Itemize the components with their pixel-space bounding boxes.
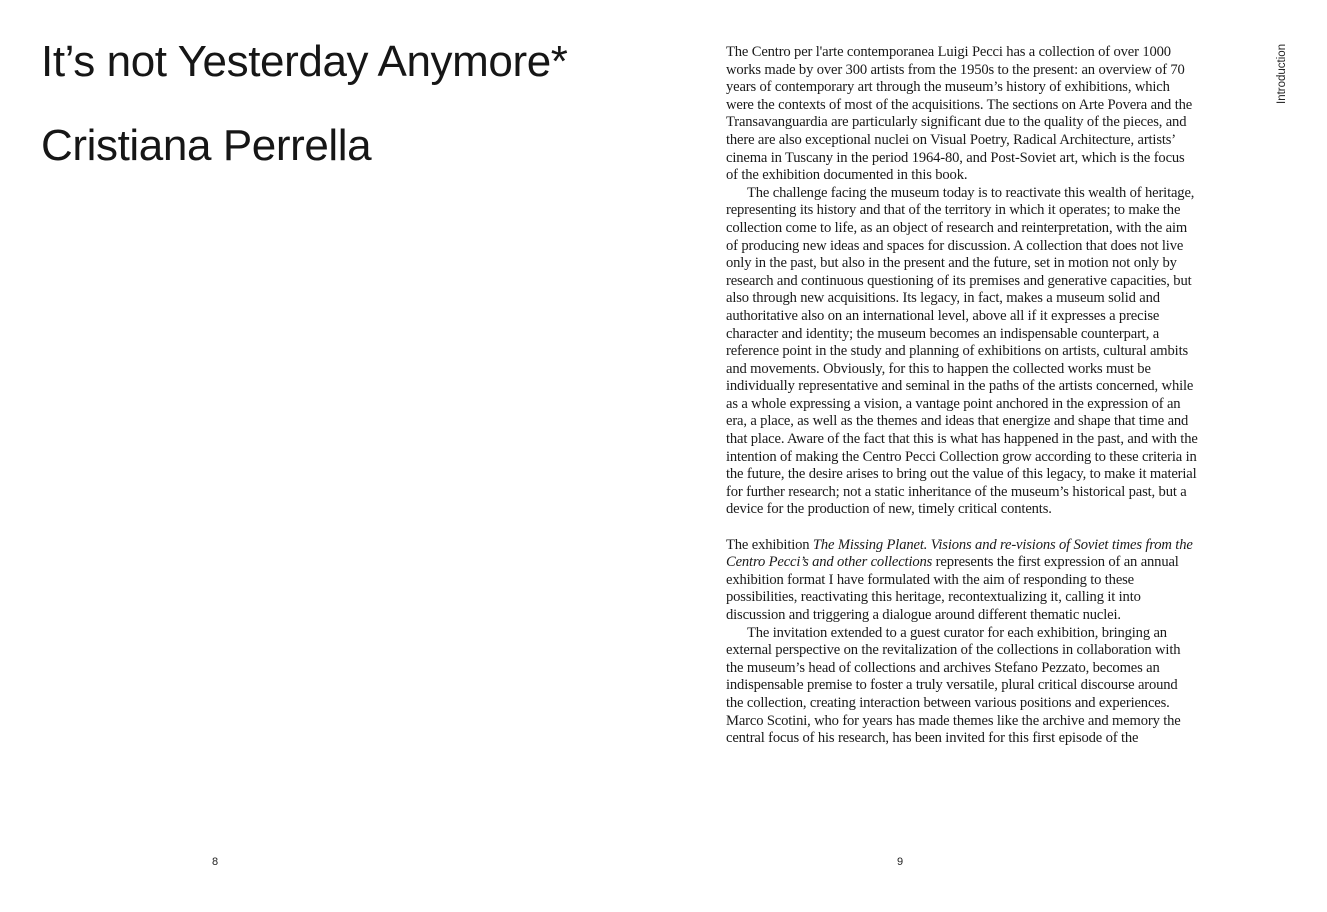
paragraph-text: represents the first expression of an annual exhibition format I have formulated with the aim of responding to these possibilities, reactivating this heritage, recontextualizing it, calling it into discussion and triggering a dialogue around different thematic nuclei. xyxy=(726,554,1179,623)
paragraph xyxy=(726,537,1198,625)
paragraph: The challenge facing the museum today is to reactivate this wealth of heritage, representing its history and that of the territory in which it operates; to make the collection come to life, as an object of research and reinterpretation, with the aim of producing new ideas and spaces for discussion. A collection that does not live only in the past, but also in the present and the future, set in motion not only by research and continuous questioning of its premises and generative capacities, but also through new acquisitions. Its legacy, in fact, makes a museum solid and authoritative also on an international level, above all if it expresses a precise character and identity; the museum becomes an indispensable counterpart, a reference point in the study and planning of exhibitions on artists, cultural ambits and movements. Obviously, for this to happen the collected works must be individually representative and seminal in the paths of the artists concerned, while as a whole expressing a vision, a vantage point anchored in the expression of an era, a place, as well as the themes and ideas that energize and shape that time and that place. Aware of the fact that this is what has happened in the past, and with the intention of making the Centro Pecci Collection grow according to these criteria in the future, the desire arises to bring out the value of this legacy, to make it material for further research; not a static inheritance of the museum’s historical past, but a device for the production of new, timely critical contents. xyxy=(726,184,1198,518)
paragraph: The Centro per l'arte contemporanea Luigi Pecci has a collection of over 1000 works made by over 300 artists from the 1950s to the present: an overview of 70 years of contemporary art through the museum’s history of exhibitions, which were the contexts of most of the acquisitions. The sections on Arte Povera and the Transavanguardia are particularly significant due to the quality of the pieces, and there are also exceptional nuclei on Visual Poetry, Radical Architecture, artists’ cinema in Tuscany in the period 1964-80, and Post-Soviet art, which is the focus of the exhibition documented in this book. xyxy=(726,44,1193,184)
running-head: Introduction xyxy=(1276,43,1288,104)
page-number-right: 9 xyxy=(897,856,904,868)
body-text xyxy=(726,44,1198,748)
paragraph: The invitation extended to a guest curator for each exhibition, bringing an external perspective on the revitalization of the collections in collaboration with the museum’s head of collections and archives Stefano Pezzato, becomes an indispensable premise to foster a truly versatile, plural critical discourse around the collection, creating interaction between various positions and experiences. Marco Scotini, who for years has made themes like the archive and memory the central focus of his research, has been invited for this first episode of the xyxy=(726,624,1181,747)
chapter-heading xyxy=(41,36,568,172)
paragraph-text: The exhibition xyxy=(726,536,813,553)
page-number-left: 8 xyxy=(212,856,219,868)
exhibition-title: The Missing Planet. Visions and re-visions of Soviet times from the Centro Pecci’s and other collections xyxy=(726,536,1193,571)
chapter-title: It’s not Yesterday Anymore* xyxy=(41,37,568,86)
chapter-author: Cristiana Perrella xyxy=(41,121,372,170)
